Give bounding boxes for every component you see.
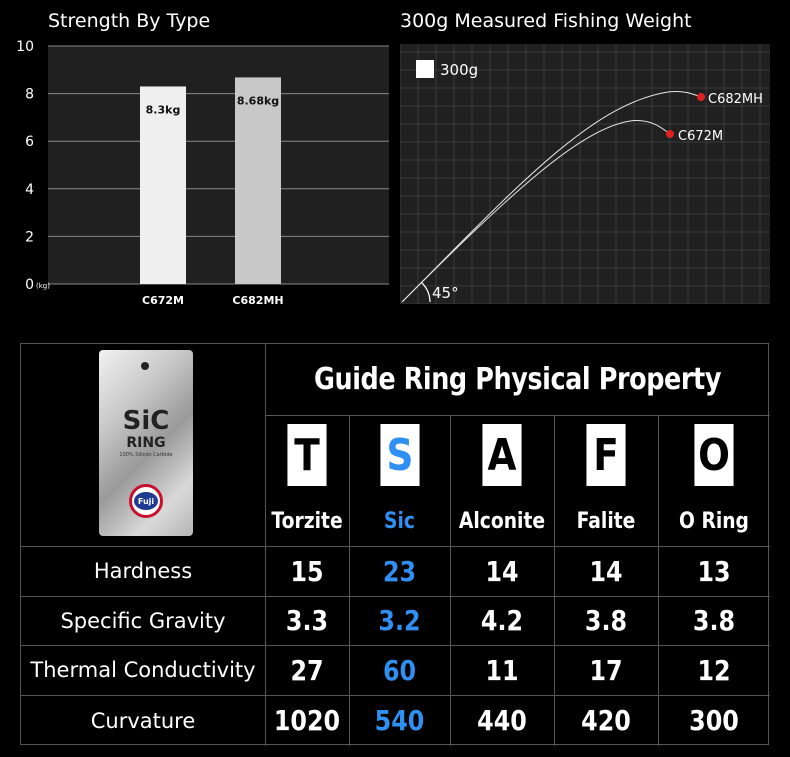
bar-plot-area xyxy=(48,46,389,284)
row-label: Specific Gravity xyxy=(60,608,226,633)
table-divider xyxy=(554,415,555,746)
table-divider xyxy=(349,415,350,746)
y-tick-label: 10 xyxy=(16,39,34,55)
table-cell: 23 xyxy=(382,554,417,588)
table-divider xyxy=(265,415,770,416)
table-cell: 1020 xyxy=(273,704,341,737)
table-cell: 13 xyxy=(697,554,731,588)
y-tick-label: 2 xyxy=(25,229,34,246)
bar-data-label: 8.68kg xyxy=(236,94,280,108)
y-tick-label: 8 xyxy=(25,86,34,103)
fuji-logo-icon xyxy=(129,484,163,518)
property-table xyxy=(20,343,769,745)
table-cell: 440 xyxy=(477,704,527,737)
material-letter-f: F xyxy=(586,424,625,486)
tag-hole xyxy=(141,362,149,370)
angle-label: 45° xyxy=(432,284,459,302)
tag-ring-text: RING xyxy=(126,435,166,451)
curve-chart xyxy=(400,44,770,304)
row-label: Curvature xyxy=(90,708,196,733)
table-cell: 3.8 xyxy=(584,604,628,637)
table-cell: 15 xyxy=(290,554,324,588)
table-cell: 14 xyxy=(589,554,623,588)
material-name: Sic xyxy=(384,508,415,534)
table-cell: 540 xyxy=(374,704,425,737)
table-cell: 300 xyxy=(689,704,739,737)
material-letter-a: A xyxy=(482,424,521,486)
table-divider xyxy=(658,415,659,746)
material-letter-s: S xyxy=(380,424,419,486)
table-cell: 3.8 xyxy=(692,604,736,637)
material-letter-o: O xyxy=(694,424,733,486)
tag-brand-text: SiC xyxy=(122,406,170,436)
tag-subtext: 100% Silicon Carbide xyxy=(119,452,173,458)
bar-data-label: 8.3kg xyxy=(145,103,181,117)
table-cell: 12 xyxy=(697,653,731,687)
y-unit-label: (kg) xyxy=(36,282,50,290)
row-label: Thermal Conductivity xyxy=(30,658,256,682)
table-title: Guide Ring Physical Property xyxy=(313,362,722,397)
table-cell: 3.3 xyxy=(285,604,329,637)
curve-chart-panel xyxy=(400,44,770,304)
table-cell: 60 xyxy=(382,653,417,687)
angle-arc xyxy=(421,282,430,302)
curve-chart-title: 300g Measured Fishing Weight xyxy=(400,10,692,32)
table-cell: 420 xyxy=(581,704,631,737)
sic-ring-tag-image xyxy=(99,350,193,536)
bar-c682mh xyxy=(235,77,281,284)
curve-c672m xyxy=(402,120,670,302)
y-tick-label: 4 xyxy=(25,181,34,198)
legend-swatch xyxy=(416,60,434,78)
curve-label: C672M xyxy=(678,129,724,144)
material-name: O Ring xyxy=(679,508,749,534)
material-name: Falite xyxy=(576,508,636,534)
table-cell: 11 xyxy=(485,653,519,687)
table-cell: 4.2 xyxy=(480,604,524,637)
bar-chart xyxy=(0,30,400,320)
table-cell: 3.2 xyxy=(378,604,421,637)
fuji-logo-text: Fuji xyxy=(134,492,158,510)
bar-chart-title: Strength By Type xyxy=(48,10,211,32)
table-divider xyxy=(450,415,451,746)
x-tick-label: C682MH xyxy=(232,294,284,307)
y-tick-label: 0 xyxy=(25,277,34,293)
table-cell: 17 xyxy=(589,653,623,687)
y-tick-label: 6 xyxy=(25,134,34,151)
x-tick-label: C672M xyxy=(142,294,184,307)
material-name: Torzite xyxy=(271,508,343,534)
table-divider xyxy=(265,344,266,746)
curve-end-marker xyxy=(697,93,705,101)
legend-label: 300g xyxy=(440,61,479,79)
curve-label: C682MH xyxy=(708,92,763,107)
curve-c682mh xyxy=(402,91,701,302)
material-name: Alconite xyxy=(458,508,546,534)
material-letter-t: T xyxy=(287,424,326,486)
row-label: Hardness xyxy=(93,559,193,583)
curve-end-marker xyxy=(666,130,674,138)
table-cell: 14 xyxy=(485,554,519,588)
table-cell: 27 xyxy=(290,653,324,687)
